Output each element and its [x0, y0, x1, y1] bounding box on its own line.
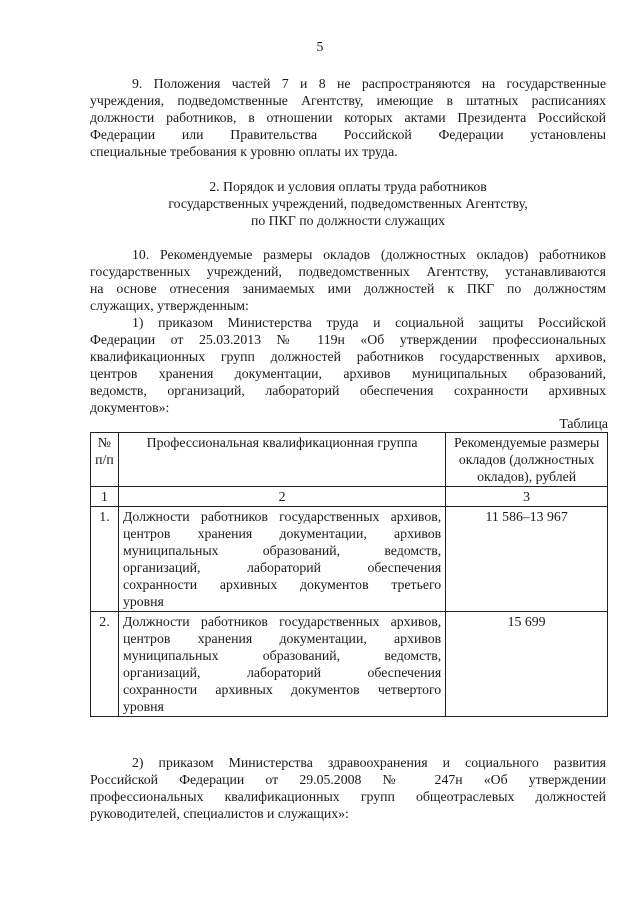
table-caption: Таблица	[559, 416, 608, 431]
section-heading	[90, 178, 606, 229]
cell-line: сохранности архивных документов четвертого	[122, 682, 442, 697]
cell-line: центров хранения документации, архивов	[122, 631, 442, 646]
header-group: Профессиональная квалификационная группа	[118, 433, 445, 487]
cell-line: муниципальных образований, ведомств,	[122, 543, 442, 558]
text-line: учреждения, подведомственные Агентству, имеющие в штатных расписаниях	[90, 93, 606, 108]
text-line: Федерации от 25.03.2013 № 119н «Об утверждении профессиональных	[90, 332, 606, 347]
item-1	[90, 314, 606, 416]
cell-line: уровня	[122, 594, 164, 609]
salary-table	[90, 432, 608, 717]
colnum-3: 3	[446, 487, 608, 507]
text-line: государственных учреждений, подведомственных Агентству, устанавливаются	[90, 264, 606, 279]
heading-line: по ПКГ по должности служащих	[250, 213, 446, 228]
row-num: 2.	[91, 612, 119, 717]
text-line: 1) приказом Министерства труда и социальной защиты Российской	[132, 315, 606, 330]
row-group	[118, 507, 445, 612]
text-line: профессиональных квалификационных групп общеотраслевых должностей	[90, 789, 606, 804]
text-line: на основе отнесения занимаемых ими должностей к ПКГ по должностям	[90, 281, 606, 296]
table-row	[91, 507, 608, 612]
text-line: документов»:	[90, 400, 170, 415]
cell-line: организаций, лабораторий обеспечения	[122, 560, 442, 575]
text-line: центров хранения документации, архивов муниципальных образований,	[90, 366, 606, 381]
heading-line: государственных учреждений, подведомственных Агентству,	[168, 196, 528, 211]
text-line: служащих, утвержденным:	[90, 298, 249, 313]
paragraph-9	[90, 75, 606, 160]
text-line: руководителей, специалистов и служащих»:	[90, 806, 349, 821]
header-num: № п/п	[91, 433, 119, 487]
table-row	[91, 612, 608, 717]
row-salary: 11 586–13 967	[446, 507, 608, 612]
header-salary: Рекомендуемые размеры окладов (должностных окладов), рублей	[446, 433, 608, 487]
cell-line: уровня	[122, 699, 164, 714]
heading-line: 2. Порядок и условия оплаты труда работников	[209, 179, 487, 194]
cell-line: организаций, лабораторий обеспечения	[122, 665, 442, 680]
colnum-1: 1	[91, 487, 119, 507]
paragraph-10	[90, 246, 606, 314]
row-group	[118, 612, 445, 717]
text-line: 2) приказом Министерства здравоохранения и социального развития	[132, 755, 606, 770]
table-header-row	[91, 433, 608, 487]
text-line: должности работников, в отношении которых актами Президента Российской	[90, 110, 606, 125]
row-salary: 15 699	[446, 612, 608, 717]
page-number: 5	[316, 39, 324, 54]
row-num: 1.	[91, 507, 119, 612]
text-line: Российской Федерации от 29.05.2008 № 247н «Об утверждении	[90, 772, 606, 787]
text-line: 10. Рекомендуемые размеры окладов (должностных окладов) работников	[132, 247, 606, 262]
cell-line: центров хранения документации, архивов	[122, 526, 442, 541]
cell-line: сохранности архивных документов третьего	[122, 577, 442, 592]
cell-line: Должности работников государственных архивов,	[122, 509, 442, 524]
text-line: 9. Положения частей 7 и 8 не распространяются на государственные	[132, 76, 606, 91]
text-line: специальные требования к уровню оплаты их труда.	[90, 144, 398, 159]
table-colnum-row	[91, 487, 608, 507]
text-line: ведомств, организаций, лабораторий обеспечения сохранности архивных	[90, 383, 606, 398]
cell-line: Должности работников государственных архивов,	[122, 614, 442, 629]
item-2	[90, 754, 606, 822]
cell-line: муниципальных образований, ведомств,	[122, 648, 442, 663]
text-line: квалификационных групп должностей работников государственных архивов,	[90, 349, 606, 364]
text-line: Федерации или Правительства Российской Федерации установлены	[90, 127, 606, 142]
colnum-2: 2	[118, 487, 445, 507]
